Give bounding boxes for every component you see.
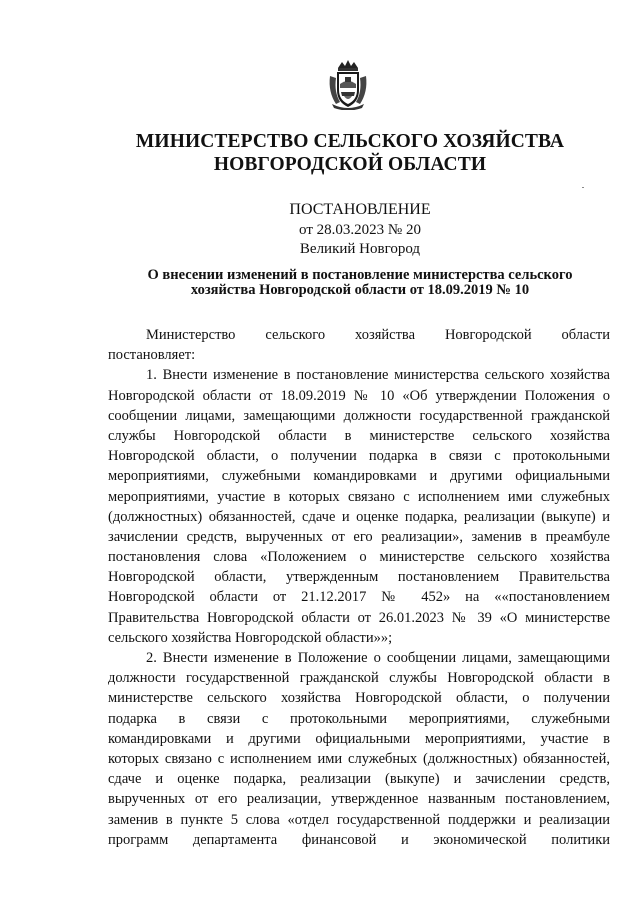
document-body bbox=[108, 325, 610, 850]
body-line: Новгородской области от 18.09.2019 № 10 «Об утверждении Положения о bbox=[108, 387, 610, 404]
body-line: постановления слова «Положением о министерстве сельского хозяйства bbox=[108, 549, 610, 566]
body-line: сельского хозяйства Новгородской области»»; bbox=[108, 629, 393, 646]
body-line: постановляет: bbox=[108, 347, 196, 364]
body-line: Новгородской области, утвержденным постановлением Правительства bbox=[108, 569, 610, 586]
document-date-number: от 28.03.2023 № 20 bbox=[299, 222, 421, 238]
scan-speck bbox=[582, 187, 584, 188]
ministry-title-line2: НОВГОРОДСКОЙ ОБЛАСТИ bbox=[213, 154, 487, 175]
body-line: Новгородской области, о получении подарка в связи с протокольными bbox=[108, 448, 610, 465]
document-subject bbox=[110, 268, 610, 298]
body-line: программ департамента финансовой и экономической политики bbox=[108, 831, 610, 848]
coat-of-arms-icon bbox=[326, 58, 370, 110]
body-line: заменив в пункте 5 слова «отдел государственной поддержки и реализации bbox=[108, 811, 610, 828]
body-line: которых связано с исполнением ими служебных (должностных) обязанностей, bbox=[108, 750, 610, 767]
body-line: министерстве сельского хозяйства Новгородской области, о получении bbox=[108, 690, 610, 707]
body-line: мероприятиями, участие в которых связано с исполнением ими служебных bbox=[108, 488, 610, 505]
body-line: Министерство сельского хозяйства Новгородской области bbox=[146, 327, 610, 343]
ministry-title bbox=[60, 130, 640, 176]
body-line: 2. Внести изменение в Положение о сообщении лицами, замещающими bbox=[146, 650, 610, 666]
body-line: сдаче и оценке подарка, реализации (выкупе) и зачислении средств, bbox=[108, 771, 610, 788]
body-line: сообщении лицами, замещающими должности государственной гражданской bbox=[108, 407, 610, 424]
ministry-title-line1: МИНИСТЕРСТВО СЕЛЬСКОГО ХОЗЯЙСТВА bbox=[135, 131, 565, 152]
subject-line1: О внесении изменений в постановление министерства сельского bbox=[147, 267, 573, 283]
document-type: ПОСТАНОВЛЕНИЕ bbox=[289, 201, 431, 218]
body-line: должности государственной гражданской службы Новгородской области в bbox=[108, 670, 610, 687]
body-line: Правительства Новгородской области от 26.01.2023 № 39 «О министерстве bbox=[108, 609, 610, 626]
body-line: мероприятиями, служебными командировками и другими официальными bbox=[108, 468, 610, 485]
body-line: Новгородской области от 21.12.2017 № 452» на ««постановлением bbox=[108, 589, 610, 606]
body-line: вырученных от его реализации, утвержденное названным постановлением, bbox=[108, 791, 610, 808]
body-line: 1. Внести изменение в постановление министерства сельского хозяйства bbox=[146, 367, 610, 384]
body-line: командировками и другими официальными мероприятиями, участие в bbox=[108, 730, 610, 747]
body-line: (должностных) обязанностей, сдаче и оценке подарка, реализации (выкупе) и bbox=[108, 508, 610, 525]
subject-line2: хозяйства Новгородской области от 18.09.2019 № 10 bbox=[190, 282, 530, 298]
body-line: подарка в связи с протокольными мероприятиями, служебными bbox=[108, 710, 610, 727]
document-place: Великий Новгород bbox=[299, 241, 421, 257]
body-line: службы Новгородской области в министерстве сельского хозяйства bbox=[108, 427, 610, 444]
body-line: зачислении средств, вырученных от его реализации», заменив в преамбуле bbox=[108, 528, 610, 545]
